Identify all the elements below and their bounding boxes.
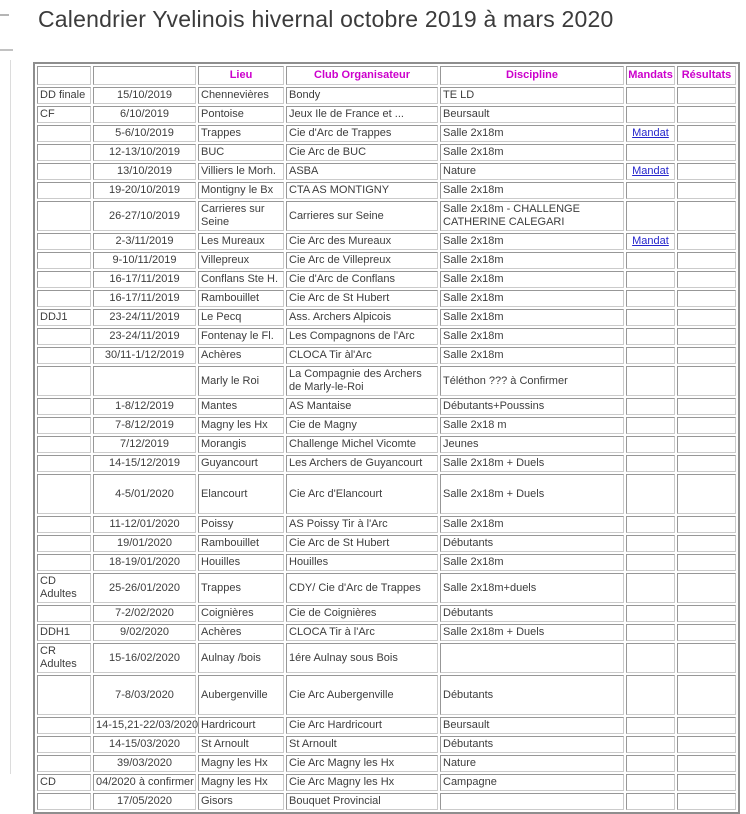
- cell-mandat: [626, 347, 675, 364]
- cell-lieu: Achères: [198, 624, 284, 641]
- cell-lieu: Chennevières: [198, 87, 284, 104]
- cell-resultat: [677, 675, 736, 715]
- cell-discipline: Salle 2x18m: [440, 233, 624, 250]
- cell-date: 14-15/03/2020: [93, 736, 196, 753]
- cell-category: [37, 455, 91, 472]
- cell-category: [37, 675, 91, 715]
- cell-category: [37, 366, 91, 396]
- cell-lieu: Morangis: [198, 436, 284, 453]
- cell-category: [37, 474, 91, 514]
- cell-discipline: Salle 2x18m: [440, 271, 624, 288]
- cell-discipline: Salle 2x18m - CHALLENGE CATHERINE CALEGARI: [440, 201, 624, 231]
- cell-category: CF: [37, 106, 91, 123]
- cell-category: CD: [37, 774, 91, 791]
- cell-mandat: [626, 328, 675, 345]
- table-row: [37, 233, 736, 250]
- cell-date: 19/01/2020: [93, 535, 196, 552]
- column-header-lieu: Lieu: [198, 66, 284, 85]
- cell-mandat: [626, 144, 675, 161]
- cell-date: 4-5/01/2020: [93, 474, 196, 514]
- cell-club: Cie Arc Magny les Hx: [286, 755, 438, 772]
- cell-date: 04/2020 à confirmer: [93, 774, 196, 791]
- cell-discipline: Salle 2x18 m: [440, 417, 624, 434]
- cell-date: 5-6/10/2019: [93, 125, 196, 142]
- cell-category: [37, 182, 91, 199]
- cell-date: 23-24/11/2019: [93, 328, 196, 345]
- cell-date: 12-13/10/2019: [93, 144, 196, 161]
- cell-category: [37, 417, 91, 434]
- cell-resultat: [677, 755, 736, 772]
- table-row: [37, 455, 736, 472]
- cell-resultat: [677, 793, 736, 810]
- cell-date: 6/10/2019: [93, 106, 196, 123]
- cell-category: DDJ1: [37, 309, 91, 326]
- cell-lieu: Houilles: [198, 554, 284, 571]
- cell-mandat: [626, 252, 675, 269]
- cell-mandat: [626, 455, 675, 472]
- cell-mandat: [626, 755, 675, 772]
- column-header-date: [93, 66, 196, 85]
- cell-mandat: [626, 675, 675, 715]
- cell-club: Houilles: [286, 554, 438, 571]
- cell-date: 7/12/2019: [93, 436, 196, 453]
- cell-mandat: [626, 163, 675, 180]
- cell-category: [37, 605, 91, 622]
- cell-lieu: Montigny le Bx: [198, 182, 284, 199]
- page-title: Calendrier Yvelinois hivernal octobre 2019 à mars 2020: [38, 6, 614, 32]
- cell-club: Cie Arc Aubergenville: [286, 675, 438, 715]
- table-row: [37, 624, 736, 641]
- cell-mandat: [626, 201, 675, 231]
- cell-club: AS Mantaise: [286, 398, 438, 415]
- cell-resultat: [677, 717, 736, 734]
- table-row: [37, 516, 736, 533]
- cell-club: Bondy: [286, 87, 438, 104]
- cell-discipline: Salle 2x18m: [440, 125, 624, 142]
- cell-mandat: [626, 554, 675, 571]
- cell-club: Cie Arc d'Elancourt: [286, 474, 438, 514]
- cell-discipline: Débutants: [440, 675, 624, 715]
- cell-discipline: Salle 2x18m + Duels: [440, 624, 624, 641]
- cell-lieu: Fontenay le Fl.: [198, 328, 284, 345]
- cell-date: 16-17/11/2019: [93, 271, 196, 288]
- cell-club: Cie Arc de St Hubert: [286, 290, 438, 307]
- cell-mandat: [626, 125, 675, 142]
- cell-lieu: Villepreux: [198, 252, 284, 269]
- frame-edge-tick: [0, 49, 13, 51]
- table-row: [37, 573, 736, 603]
- cell-mandat: [626, 573, 675, 603]
- cell-mandat: [626, 398, 675, 415]
- cell-date: 23-24/11/2019: [93, 309, 196, 326]
- table-row: [37, 717, 736, 734]
- cell-date: 16-17/11/2019: [93, 290, 196, 307]
- table-row: [37, 605, 736, 622]
- cell-resultat: [677, 163, 736, 180]
- cell-resultat: [677, 233, 736, 250]
- cell-resultat: [677, 328, 736, 345]
- cell-lieu: BUC: [198, 144, 284, 161]
- cell-category: [37, 233, 91, 250]
- cell-mandat: [626, 436, 675, 453]
- cell-lieu: Marly le Roi: [198, 366, 284, 396]
- cell-category: [37, 328, 91, 345]
- cell-mandat: [626, 624, 675, 641]
- cell-club: Cie Arc Hardricourt: [286, 717, 438, 734]
- table-row: [37, 144, 736, 161]
- cell-lieu: Magny les Hx: [198, 417, 284, 434]
- cell-date: 17/05/2020: [93, 793, 196, 810]
- cell-discipline: Nature: [440, 755, 624, 772]
- cell-mandat: [626, 535, 675, 552]
- cell-resultat: [677, 398, 736, 415]
- table-row: [37, 125, 736, 142]
- cell-date: 7-8/03/2020: [93, 675, 196, 715]
- cell-club: Jeux Ile de France et ...: [286, 106, 438, 123]
- cell-lieu: Pontoise: [198, 106, 284, 123]
- cell-date: 26-27/10/2019: [93, 201, 196, 231]
- cell-discipline: Salle 2x18m: [440, 554, 624, 571]
- cell-discipline: Beursault: [440, 717, 624, 734]
- cell-lieu: Gisors: [198, 793, 284, 810]
- cell-discipline: Salle 2x18m: [440, 516, 624, 533]
- cell-category: [37, 516, 91, 533]
- cell-lieu: Conflans Ste H.: [198, 271, 284, 288]
- cell-discipline: Débutants+Poussins: [440, 398, 624, 415]
- cell-category: [37, 436, 91, 453]
- cell-club: St Arnoult: [286, 736, 438, 753]
- cell-date: 15/10/2019: [93, 87, 196, 104]
- cell-date: 7-8/12/2019: [93, 417, 196, 434]
- cell-resultat: [677, 736, 736, 753]
- header-row: [37, 66, 736, 85]
- table-body: [37, 87, 736, 810]
- cell-lieu: Achères: [198, 347, 284, 364]
- cell-date: 7-2/02/2020: [93, 605, 196, 622]
- cell-club: AS Poissy Tir à l'Arc: [286, 516, 438, 533]
- cell-category: [37, 535, 91, 552]
- cell-club: Challenge Michel Vicomte: [286, 436, 438, 453]
- cell-club: Cie de Coignières: [286, 605, 438, 622]
- cell-resultat: [677, 774, 736, 791]
- cell-club: CTA AS MONTIGNY: [286, 182, 438, 199]
- cell-date: [93, 366, 196, 396]
- table-row: [37, 774, 736, 791]
- cell-category: [37, 252, 91, 269]
- cell-club: Ass. Archers Alpicois: [286, 309, 438, 326]
- cell-resultat: [677, 535, 736, 552]
- cell-category: [37, 290, 91, 307]
- frame-edge-line: [10, 60, 11, 774]
- cell-lieu: Carrieres sur Seine: [198, 201, 284, 231]
- cell-date: 2-3/11/2019: [93, 233, 196, 250]
- mandat-link[interactable]: Mandat: [632, 235, 669, 247]
- cell-lieu: Aulnay /bois: [198, 643, 284, 673]
- cell-lieu: Rambouillet: [198, 535, 284, 552]
- cell-club: Les Compagnons de l'Arc: [286, 328, 438, 345]
- cell-resultat: [677, 474, 736, 514]
- table-row: [37, 535, 736, 552]
- cell-club: Cie Arc Magny les Hx: [286, 774, 438, 791]
- cell-resultat: [677, 144, 736, 161]
- cell-discipline: Salle 2x18m + Duels: [440, 474, 624, 514]
- calendar-table: [33, 62, 740, 814]
- cell-category: [37, 163, 91, 180]
- cell-discipline: Débutants: [440, 736, 624, 753]
- table-row: [37, 474, 736, 514]
- cell-resultat: [677, 106, 736, 123]
- cell-resultat: [677, 252, 736, 269]
- table-row: [37, 347, 736, 364]
- frame-edge-tick: [0, 14, 9, 16]
- cell-category: CR Adultes: [37, 643, 91, 673]
- cell-date: 9/02/2020: [93, 624, 196, 641]
- cell-discipline: Beursault: [440, 106, 624, 123]
- column-header-club: Club Organisateur: [286, 66, 438, 85]
- cell-club: ASBA: [286, 163, 438, 180]
- cell-lieu: Mantes: [198, 398, 284, 415]
- cell-resultat: [677, 436, 736, 453]
- cell-club: Cie d'Arc de Conflans: [286, 271, 438, 288]
- cell-club: Cie de Magny: [286, 417, 438, 434]
- cell-club: Bouquet Provincial: [286, 793, 438, 810]
- table-row: [37, 271, 736, 288]
- cell-lieu: Magny les Hx: [198, 774, 284, 791]
- table-row: [37, 328, 736, 345]
- cell-mandat: [626, 182, 675, 199]
- cell-discipline: Salle 2x18m + Duels: [440, 455, 624, 472]
- cell-resultat: [677, 125, 736, 142]
- cell-mandat: [626, 309, 675, 326]
- table-row: [37, 554, 736, 571]
- cell-resultat: [677, 624, 736, 641]
- cell-category: [37, 347, 91, 364]
- cell-discipline: Nature: [440, 163, 624, 180]
- cell-mandat: [626, 717, 675, 734]
- cell-discipline: Salle 2x18m: [440, 309, 624, 326]
- cell-lieu: Le Pecq: [198, 309, 284, 326]
- cell-club: Cie Arc des Mureaux: [286, 233, 438, 250]
- cell-resultat: [677, 643, 736, 673]
- cell-lieu: Magny les Hx: [198, 755, 284, 772]
- cell-mandat: [626, 736, 675, 753]
- cell-lieu: Trappes: [198, 573, 284, 603]
- cell-category: [37, 554, 91, 571]
- cell-lieu: Elancourt: [198, 474, 284, 514]
- cell-club: CLOCA Tir à l'Arc: [286, 624, 438, 641]
- cell-discipline: Jeunes: [440, 436, 624, 453]
- cell-lieu: Coignières: [198, 605, 284, 622]
- table-row: [37, 736, 736, 753]
- cell-discipline: Débutants: [440, 605, 624, 622]
- cell-resultat: [677, 366, 736, 396]
- column-header-discipline: Discipline: [440, 66, 624, 85]
- cell-discipline: Salle 2x18m: [440, 252, 624, 269]
- cell-mandat: [626, 106, 675, 123]
- cell-lieu: Poissy: [198, 516, 284, 533]
- cell-discipline: Salle 2x18m: [440, 144, 624, 161]
- cell-club: Les Archers de Guyancourt: [286, 455, 438, 472]
- cell-category: [37, 755, 91, 772]
- cell-date: 13/10/2019: [93, 163, 196, 180]
- cell-lieu: Trappes: [198, 125, 284, 142]
- cell-category: CD Adultes: [37, 573, 91, 603]
- cell-club: Cie Arc de Villepreux: [286, 252, 438, 269]
- table-row: [37, 793, 736, 810]
- cell-date: 14-15,21-22/03/2020: [93, 717, 196, 734]
- table-row: [37, 106, 736, 123]
- cell-category: [37, 271, 91, 288]
- cell-club: La Compagnie des Archers de Marly-le-Roi: [286, 366, 438, 396]
- cell-discipline: Salle 2x18m: [440, 290, 624, 307]
- table-row: [37, 436, 736, 453]
- table-row: [37, 675, 736, 715]
- mandat-link[interactable]: Mandat: [632, 127, 669, 139]
- table-row: [37, 398, 736, 415]
- cell-discipline: Salle 2x18m: [440, 328, 624, 345]
- cell-category: [37, 125, 91, 142]
- cell-club: 1ére Aulnay sous Bois: [286, 643, 438, 673]
- cell-discipline: [440, 793, 624, 810]
- cell-category: [37, 736, 91, 753]
- cell-category: [37, 793, 91, 810]
- cell-resultat: [677, 87, 736, 104]
- cell-date: 9-10/11/2019: [93, 252, 196, 269]
- column-header-category: [37, 66, 91, 85]
- cell-resultat: [677, 201, 736, 231]
- table-row: [37, 252, 736, 269]
- cell-mandat: [626, 87, 675, 104]
- cell-category: [37, 717, 91, 734]
- mandat-link[interactable]: Mandat: [632, 165, 669, 177]
- table-row: [37, 182, 736, 199]
- cell-category: [37, 398, 91, 415]
- cell-club: Carrieres sur Seine: [286, 201, 438, 231]
- cell-lieu: Les Mureaux: [198, 233, 284, 250]
- column-header-resultats: Résultats: [677, 66, 736, 85]
- cell-resultat: [677, 309, 736, 326]
- cell-club: CLOCA Tir àl'Arc: [286, 347, 438, 364]
- cell-resultat: [677, 271, 736, 288]
- cell-mandat: [626, 271, 675, 288]
- cell-date: 25-26/01/2020: [93, 573, 196, 603]
- cell-date: 30/11-1/12/2019: [93, 347, 196, 364]
- cell-resultat: [677, 347, 736, 364]
- cell-resultat: [677, 554, 736, 571]
- cell-discipline: Campagne: [440, 774, 624, 791]
- cell-discipline: [440, 643, 624, 673]
- table-row: [37, 290, 736, 307]
- table-row: [37, 417, 736, 434]
- cell-lieu: St Arnoult: [198, 736, 284, 753]
- cell-club: CDY/ Cie d'Arc de Trappes: [286, 573, 438, 603]
- cell-club: Cie Arc de St Hubert: [286, 535, 438, 552]
- cell-discipline: TE LD: [440, 87, 624, 104]
- cell-mandat: [626, 233, 675, 250]
- cell-category: [37, 144, 91, 161]
- cell-mandat: [626, 643, 675, 673]
- cell-discipline: Salle 2x18m: [440, 347, 624, 364]
- cell-mandat: [626, 516, 675, 533]
- cell-resultat: [677, 516, 736, 533]
- cell-mandat: [626, 605, 675, 622]
- cell-mandat: [626, 474, 675, 514]
- cell-discipline: Débutants: [440, 535, 624, 552]
- table-row: [37, 643, 736, 673]
- cell-discipline: Salle 2x18m: [440, 182, 624, 199]
- cell-resultat: [677, 290, 736, 307]
- cell-lieu: Guyancourt: [198, 455, 284, 472]
- cell-category: DDH1: [37, 624, 91, 641]
- cell-lieu: Hardricourt: [198, 717, 284, 734]
- cell-date: 39/03/2020: [93, 755, 196, 772]
- table-row: [37, 163, 736, 180]
- table-row: [37, 309, 736, 326]
- column-header-mandats: Mandats: [626, 66, 675, 85]
- cell-date: 18-19/01/2020: [93, 554, 196, 571]
- cell-category: DD finale: [37, 87, 91, 104]
- cell-resultat: [677, 417, 736, 434]
- cell-date: 14-15/12/2019: [93, 455, 196, 472]
- cell-resultat: [677, 182, 736, 199]
- cell-category: [37, 201, 91, 231]
- cell-resultat: [677, 455, 736, 472]
- cell-club: Cie Arc de BUC: [286, 144, 438, 161]
- cell-mandat: [626, 774, 675, 791]
- cell-mandat: [626, 366, 675, 396]
- cell-club: Cie d'Arc de Trappes: [286, 125, 438, 142]
- table-row: [37, 201, 736, 231]
- cell-lieu: Rambouillet: [198, 290, 284, 307]
- cell-lieu: Villiers le Morh.: [198, 163, 284, 180]
- cell-date: 1-8/12/2019: [93, 398, 196, 415]
- table-row: [37, 87, 736, 104]
- table-row: [37, 366, 736, 396]
- cell-discipline: Téléthon ??? à Confirmer: [440, 366, 624, 396]
- cell-date: 11-12/01/2020: [93, 516, 196, 533]
- cell-discipline: Salle 2x18m+duels: [440, 573, 624, 603]
- cell-resultat: [677, 605, 736, 622]
- cell-lieu: Aubergenville: [198, 675, 284, 715]
- cell-mandat: [626, 417, 675, 434]
- cell-mandat: [626, 290, 675, 307]
- cell-resultat: [677, 573, 736, 603]
- cell-date: 19-20/10/2019: [93, 182, 196, 199]
- cell-date: 15-16/02/2020: [93, 643, 196, 673]
- table-row: [37, 755, 736, 772]
- cell-mandat: [626, 793, 675, 810]
